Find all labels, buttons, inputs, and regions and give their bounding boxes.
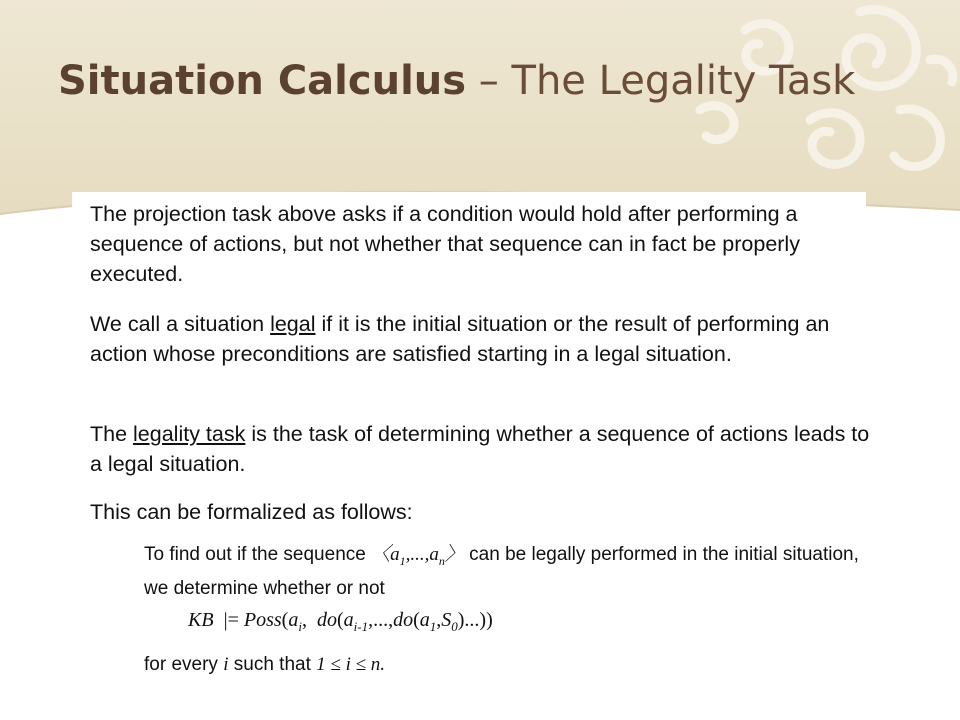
paragraph-formalization-intro: This can be formalized as follows: [90,500,413,524]
legality-formula: KB |= $Poss(a_i$, $do(a_{i-1},...,do(a_1,S_0)...)$) [188,609,493,634]
p3-before: The [90,422,134,446]
sequence-notation: 〈$a_1,...,a_n$〉 [371,544,464,568]
seq-before: To find out if the sequence [144,544,372,565]
paragraph-legal-definition [90,309,870,369]
term-legality-task: legality task [133,422,246,446]
banner-shape [0,0,960,214]
slide-title [58,58,855,104]
paragraph-projection: The projection task above asks if a condition would hold after performing a sequence of actions, but not whether that sequence can in fact be properly executed. [90,202,800,286]
cond-range: 1 ≤ i ≤ n. [316,654,386,675]
cond-before: for every [144,654,224,675]
p2-after: if it is the initial situation or the result of performing an action whose preconditions are satisfied starting in a legal situation. [90,312,830,366]
title-main: Situation Calculus [58,58,467,104]
term-legal: legal [270,312,316,336]
formalization-condition-line [144,651,864,678]
seq-after: can be legally performed in the initial situation, we determine whether or not [144,544,859,599]
cond-mid: such that [228,654,317,675]
title-separator: – [466,58,512,104]
p3-after: is the task of determining whether a sequence of actions leads to a legal situation. [90,422,870,476]
cond-var: i [223,654,229,675]
title-rest: The Legality Task [511,58,856,104]
paragraph-legality-task [90,419,870,479]
formalization-sequence-line [144,541,864,602]
p2-before: We call a situation [90,312,271,336]
